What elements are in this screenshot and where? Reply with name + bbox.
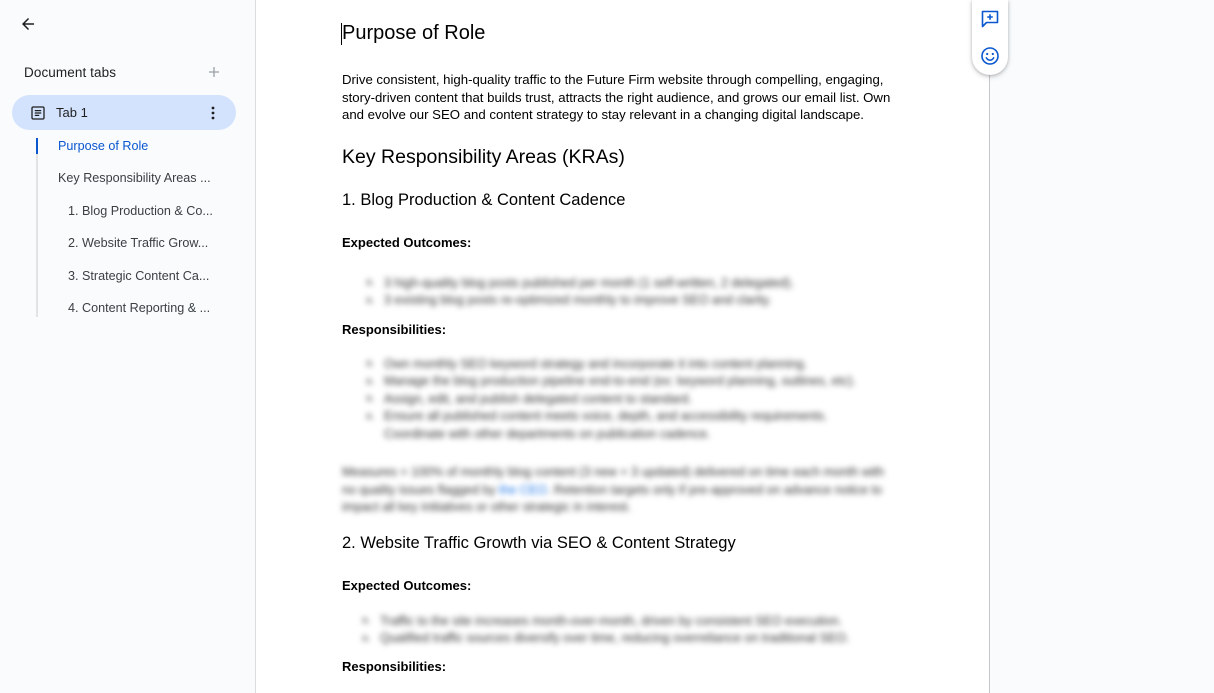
purpose-paragraph: Drive consistent, high-quality traffic to the Future Firm website through compelling, engaging, story-driven content that builds trust, attracts the right audience, and grows our email list. Own and evolve our SEO and content strategy to stay relevant in a changing digital landscape. [342, 72, 891, 122]
heading-section-2: 2. Website Traffic Growth via SEO & Content Strategy [342, 534, 736, 552]
list-item: a. Qualified traffic sources diversify over time, reducing overreliance on traditional SEO. [362, 631, 850, 646]
tab-options-button[interactable] [201, 101, 225, 125]
document-icon [31, 106, 45, 120]
tab-1[interactable] [12, 95, 236, 130]
section-1-responsibilities-label: Responsibilities: [342, 322, 447, 337]
section-1-responsibilities-list [342, 355, 856, 443]
document-page[interactable] [255, 0, 990, 693]
list-item: a. Manage the blog production pipeline end-to-end (ex: keyword planning, outlines, etc). [366, 374, 856, 389]
emoji-icon [980, 46, 1000, 66]
document-tabs-title: Document tabs [24, 64, 117, 80]
document-tabs-header [24, 62, 224, 82]
list-item: a. Own monthly SEO keyword strategy and incorporate it into content planning. [366, 356, 808, 371]
section-2-responsibilities-label: Responsibilities: [342, 659, 447, 674]
add-comment-icon [980, 9, 1000, 29]
outline-item-content-reporting[interactable]: 4. Content Reporting & ... [68, 301, 211, 315]
tab-label: Tab 1 [56, 105, 88, 120]
more-vert-icon [211, 106, 215, 120]
floating-actions [972, 0, 1008, 75]
section-2-expected-outcomes-list [338, 612, 849, 647]
outline-item-key-responsibility-areas[interactable]: Key Responsibility Areas ... [58, 171, 211, 185]
heading-section-1: 1. Blog Production & Content Cadence [342, 191, 626, 209]
heading-purpose-of-role: Purpose of Role [342, 22, 486, 44]
add-tab-button[interactable] [204, 62, 224, 82]
plus-icon [208, 66, 220, 78]
section-2-expected-outcomes-label: Expected Outcomes: [342, 578, 472, 593]
list-item: a. Assign, edit, and publish delegated content to standard. [366, 391, 692, 406]
add-emoji-reaction-button[interactable] [979, 45, 1001, 67]
list-item: a. Traffic to the site increases month-over-month, driven by consistent SEO execution. [362, 613, 843, 628]
back-button[interactable] [14, 10, 42, 38]
document-tabs-sidebar [0, 0, 255, 693]
outline-item-website-traffic[interactable]: 2. Website Traffic Grow... [68, 236, 209, 250]
section-1-expected-outcomes-list [342, 274, 794, 309]
list-item: Coordinate with other departments on publication cadence. [384, 426, 711, 441]
outline-track [36, 138, 38, 317]
outline-item-blog-production[interactable]: 1. Blog Production & Co... [68, 204, 213, 218]
heading-kras: Key Responsibility Areas (KRAs) [342, 146, 625, 168]
outline-item-strategic-content[interactable]: 3. Strategic Content Ca... [68, 269, 210, 283]
list-item: a. Ensure all published content meets voice, depth, and accessibility requirements. [366, 409, 828, 424]
outline-item-purpose-of-role[interactable]: Purpose of Role [58, 139, 149, 153]
section-1-expected-outcomes-label: Expected Outcomes: [342, 235, 472, 250]
list-item: a. 3 existing blog posts re-optimized monthly to improve SEO and clarity. [366, 293, 772, 308]
list-item: a. 3 high-quality blog posts published per month (1 self-written, 2 delegated). [366, 275, 794, 290]
arrow-back-icon [19, 15, 37, 33]
add-comment-button[interactable] [979, 8, 1001, 30]
section-1-measure-paragraph: Measures = 100% of monthly blog content (3 new + 3 updated) delivered on time each month with no quality issues flagged by the CEO. Retention targets only if pre-approved on advance notice to impact all key initiatives or other strategic in interest. [342, 465, 884, 514]
outline-active-indicator [36, 138, 38, 154]
